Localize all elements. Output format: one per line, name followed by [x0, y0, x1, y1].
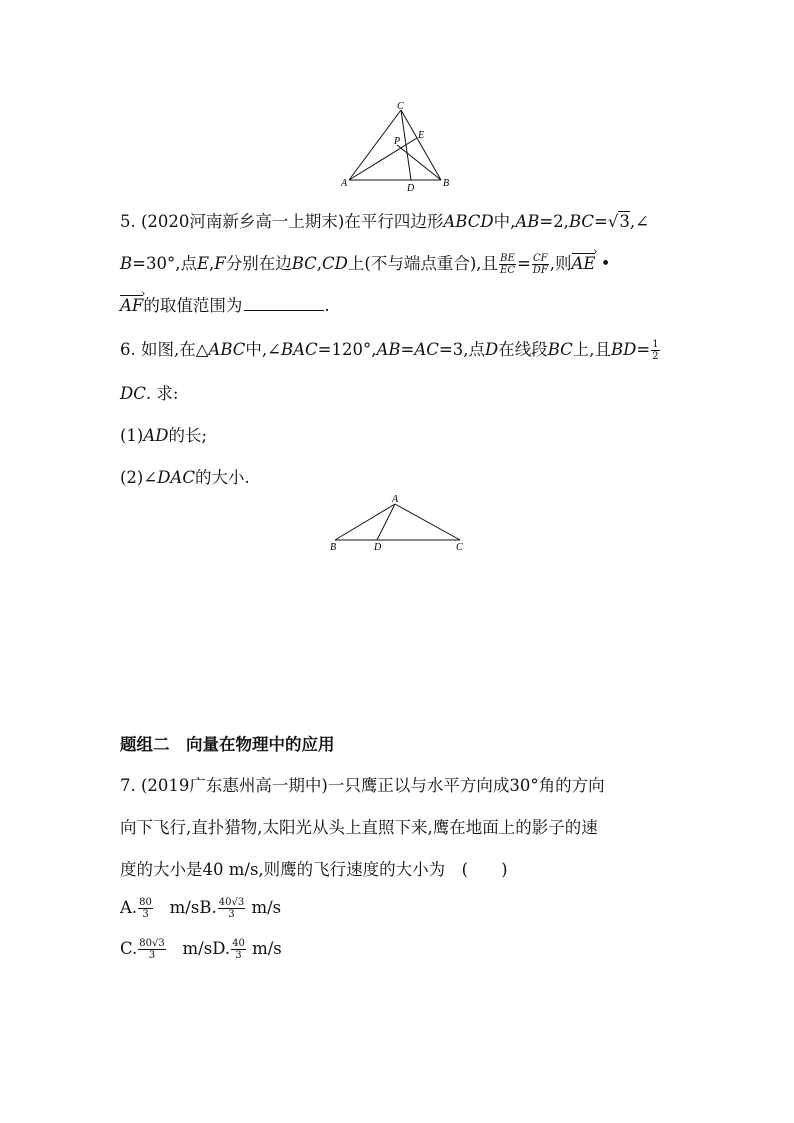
question-6-line-2: DC. 求:: [120, 384, 179, 403]
fraction-one-half: $\frac{1}{2}$: [652, 339, 659, 362]
vector-af: AF ›: [120, 296, 143, 315]
edge-ac: [395, 504, 460, 540]
question-5-line-2: B=30°,点E,F分别在边BC,CD上(不与端点重合),且 $\frac{BE}{EC}$ = $\frac{CF}{DF}$ ,则AE › •: [120, 250, 610, 276]
option-c-label[interactable]: C.: [120, 939, 138, 958]
segment-ae: [349, 138, 417, 180]
question-5-line-3: AF ›的取值范围为 .: [120, 292, 330, 316]
label-b: B: [443, 178, 450, 189]
label-a: A: [392, 494, 399, 505]
label-d: D: [407, 183, 415, 194]
section-title: 题组二 向量在物理中的应用: [120, 735, 335, 754]
edge-cb: [401, 110, 441, 180]
label-b: B: [330, 542, 337, 553]
fraction-be-ec: $\frac{BE}{EC}$: [500, 253, 515, 276]
option-d-fraction: $\frac{40}{3}$: [232, 938, 245, 961]
label-c: C: [397, 101, 404, 112]
segment-pb: [397, 145, 441, 180]
question-7-line-1: 7. (2019广东惠州高一期中)一只鹰正以与水平方向成30°角的方向: [120, 776, 605, 795]
segment-cd: [401, 110, 411, 180]
answer-blank: [244, 310, 324, 311]
vector-ae: AE ›: [572, 254, 596, 273]
option-c-fraction: $\frac{80√3}{3}$: [139, 938, 165, 961]
question-7-line-3: 度的大小是40 m/s,则鹰的飞行速度的大小为 ( ): [120, 860, 508, 879]
fraction-cf-df: $\frac{CF}{DF}$: [532, 253, 548, 276]
figure-triangle-abc: [325, 490, 470, 555]
option-d-label[interactable]: D.: [212, 939, 231, 958]
label-d: D: [374, 542, 382, 553]
label-c: C: [456, 542, 463, 553]
option-a-label[interactable]: A.: [120, 898, 138, 917]
question-5-line-1: 5. (2020河南新乡高一上期末)在平行四边形ABCD中,AB=2,BC=√3,∠: [120, 212, 649, 231]
figure-triangle-ape: [335, 100, 460, 195]
option-b-label[interactable]: B.: [199, 898, 217, 917]
option-a-fraction: $\frac{80}{3}$: [139, 897, 152, 920]
label-a: A: [341, 178, 348, 189]
options-row-cd: C. $\frac{80√3}{3}$ m/sD. $\frac{40}{3}$ m/s: [120, 938, 282, 961]
option-b-fraction: $\frac{40√3}{3}$: [218, 897, 245, 920]
question-6-part-2: (2)∠DAC的大小.: [120, 468, 250, 487]
question-6-part-1: (1)AD的长;: [120, 426, 208, 445]
label-p: P: [394, 136, 401, 147]
question-7-line-2: 向下飞行,直扑猎物,太阳光从头上直照下来,鹰在地面上的影子的速: [120, 818, 598, 837]
question-6-line-1: 6. 如图,在△ABC中,∠BAC=120°,AB=AC=3,点D在线段BC上,且BD= $\frac{1}{2}$: [120, 339, 659, 362]
label-e: E: [418, 130, 425, 141]
options-row-ab: A. $\frac{80}{3}$ m/sB. $\frac{40√3}{3}$ m/s: [120, 897, 282, 920]
